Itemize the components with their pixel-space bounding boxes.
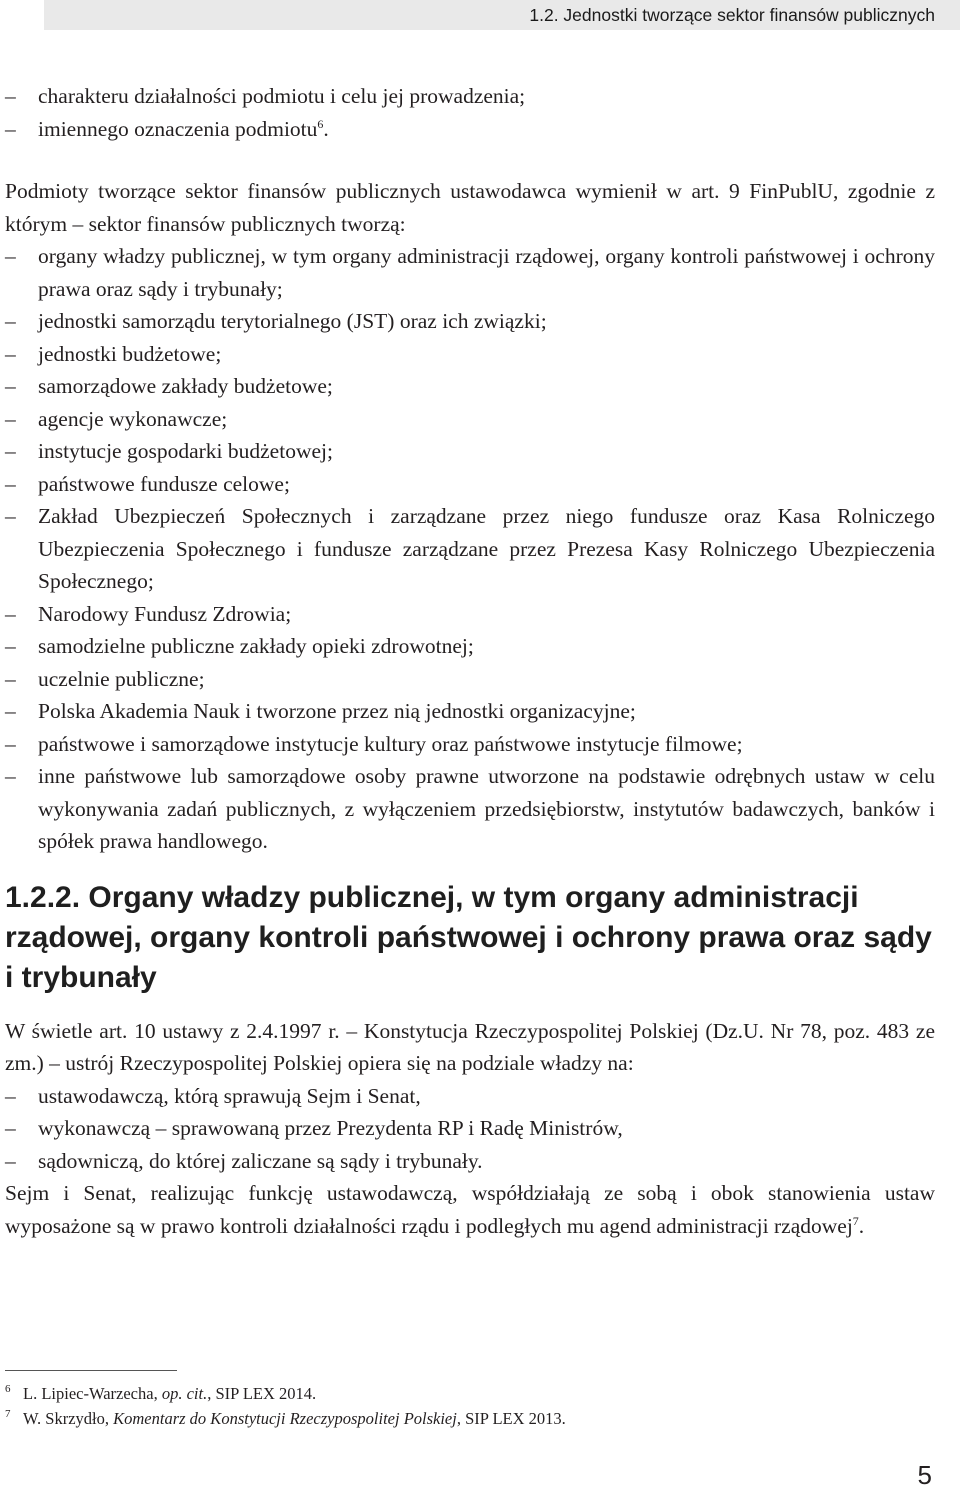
list-item: – samorządowe zakłady budżetowe; bbox=[5, 370, 935, 403]
list-item: – państwowe fundusze celowe; bbox=[5, 468, 935, 501]
list-item: – sądowniczą, do której zaliczane są sądy i trybunały. bbox=[5, 1145, 935, 1178]
list-item: – jednostki samorządu terytorialnego (JST) oraz ich związki; bbox=[5, 305, 935, 338]
footnote-ref: 7 bbox=[852, 1213, 859, 1228]
list-item: – państwowe i samorządowe instytucje kultury oraz państwowe instytucje filmowe; bbox=[5, 728, 935, 761]
list-item: – organy władzy publicznej, w tym organy administracji rządowej, organy kontroli państwowej i ochrony prawa oraz sądy i trybunały; bbox=[5, 240, 935, 305]
subject-list bbox=[5, 80, 935, 145]
list-item: – inne państwowe lub samorządowe osoby prawne utworzone na podstawie odrębnych ustaw w celu wykonywania zadań publicznych, z wyłączeniem przedsiębiorstw, instytutów badawczych, banków i spółek prawa handlowego. bbox=[5, 760, 935, 858]
running-header bbox=[44, 0, 960, 30]
list-item: – instytucje gospodarki budżetowej; bbox=[5, 435, 935, 468]
list-item: – uczelnie publiczne; bbox=[5, 663, 935, 696]
list-item: – Polska Akademia Nauk i tworzone przez nią jednostki organizacyjne; bbox=[5, 695, 935, 728]
list-item: – Zakład Ubezpieczeń Społecznych i zarządzane przez niego fundusze oraz Kasa Rolniczego Ubezpieczenia Społecznego i fundusze zarządzane przez Prezesa Kasy Rolniczego Ubezpieczenia Społecznego; bbox=[5, 500, 935, 598]
intro-paragraph: Podmioty tworzące sektor finansów publicznych ustawodawca wymienił w art. 9 FinPublU, zgodnie z którym – sektor finansów publicznych tworzą: bbox=[5, 179, 935, 236]
footnotes bbox=[5, 1370, 935, 1431]
footnote-number: 6 bbox=[5, 1383, 11, 1395]
footnote bbox=[5, 1406, 935, 1431]
list-item: – jednostki budżetowe; bbox=[5, 338, 935, 371]
powers-list bbox=[5, 1080, 935, 1178]
list-item: – ustawodawczą, którą sprawują Sejm i Senat, bbox=[5, 1080, 935, 1113]
footnote-text: L. Lipiec-Warzecha, op. cit., SIP LEX 2014. bbox=[23, 1384, 317, 1403]
footnote-text: W. Skrzydło, Komentarz do Konstytucji Rzeczypospolitej Polskiej, SIP LEX 2013. bbox=[23, 1409, 566, 1428]
footnote-ref: 6 bbox=[317, 116, 324, 131]
list-item: – agencje wykonawcze; bbox=[5, 403, 935, 436]
page-number: 5 bbox=[917, 1460, 932, 1490]
units-list bbox=[5, 240, 935, 858]
footnote bbox=[5, 1381, 935, 1406]
section-paragraph: W świetle art. 10 ustawy z 2.4.1997 r. – Konstytucja Rzeczypospolitej Polskiej (Dz.U. Nr 78, poz. 483 ze zm.) – ustrój Rzeczypospolitej Polskiej opiera się na podziale władzy na: bbox=[5, 1018, 935, 1075]
running-title: 1.2. Jednostki tworzące sektor finansów publicznych bbox=[529, 5, 935, 25]
page-content bbox=[5, 80, 935, 1242]
list-item: – Narodowy Fundusz Zdrowia; bbox=[5, 598, 935, 631]
list-item: – imiennego oznaczenia podmiotu$^6$. bbox=[5, 113, 935, 146]
list-item: – charakteru działalności podmiotu i celu jej prowadzenia; bbox=[5, 80, 935, 113]
section-paragraph: Sejm i Senat, realizując funkcję ustawodawczą, współdziałają ze sobą i obok stanowienia ustaw wyposażone są w prawo kontroli działalności rządu i podległych mu agend administracji rządowej$^7$. bbox=[5, 1181, 935, 1238]
footnote-number: 7 bbox=[5, 1408, 11, 1420]
section-heading: 1.2.2. Organy władzy publicznej, w tym organy administracji rządowej, organy kontroli państwowej i ochrony prawa oraz sądy i trybunały bbox=[5, 880, 932, 994]
list-item: – wykonawczą – sprawowaną przez Prezydenta RP i Radę Ministrów, bbox=[5, 1112, 935, 1145]
footnote-divider bbox=[5, 1370, 177, 1371]
list-item: – samodzielne publiczne zakłady opieki zdrowotnej; bbox=[5, 630, 935, 663]
